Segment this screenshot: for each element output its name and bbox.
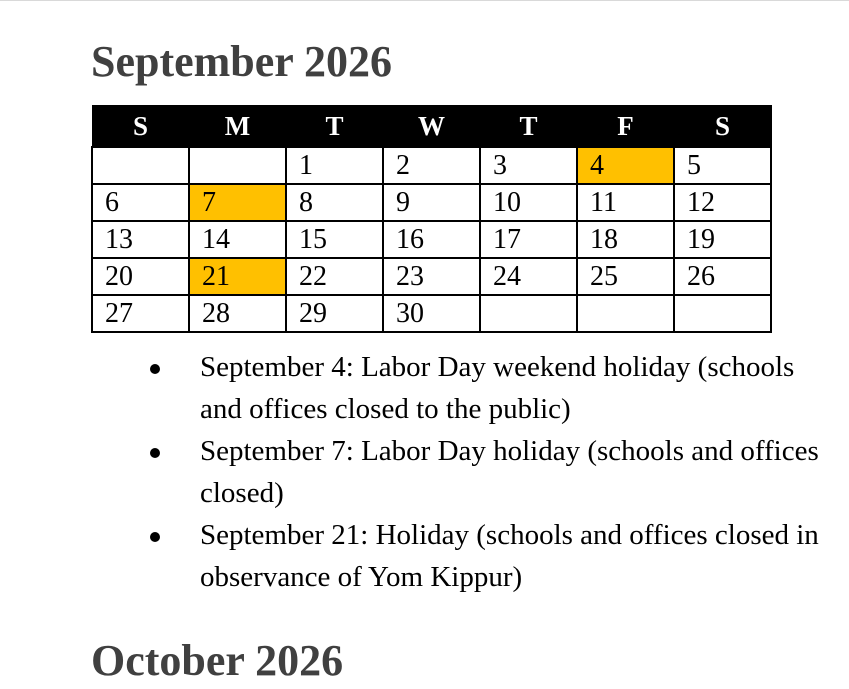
bullet-icon	[150, 448, 160, 458]
holiday-note-text: September 7: Labor Day holiday (schools and offices closed)	[200, 435, 819, 509]
day-cell: 5	[674, 147, 771, 184]
day-cell: 30	[383, 295, 480, 332]
day-cell: 29	[286, 295, 383, 332]
weekday-header-wednesday: W	[383, 106, 480, 148]
day-cell: 10	[480, 184, 577, 221]
holiday-day-cell: 21	[189, 258, 286, 295]
holiday-note	[150, 347, 830, 430]
day-cell	[92, 147, 189, 184]
weekday-header-thursday: T	[480, 106, 577, 148]
bullet-icon	[150, 532, 160, 542]
day-cell: 11	[577, 184, 674, 221]
day-cell: 23	[383, 258, 480, 295]
holiday-day-cell: 7	[189, 184, 286, 221]
calendar-header	[92, 106, 771, 148]
week-row	[92, 221, 771, 258]
week-row	[92, 147, 771, 184]
day-cell	[674, 295, 771, 332]
day-cell: 26	[674, 258, 771, 295]
day-cell: 13	[92, 221, 189, 258]
week-row	[92, 184, 771, 221]
day-cell: 24	[480, 258, 577, 295]
day-cell: 27	[92, 295, 189, 332]
day-cell: 8	[286, 184, 383, 221]
weekday-header-monday: M	[189, 106, 286, 148]
day-cell: 19	[674, 221, 771, 258]
day-cell: 1	[286, 147, 383, 184]
day-cell: 18	[577, 221, 674, 258]
week-row	[92, 295, 771, 332]
day-cell: 25	[577, 258, 674, 295]
day-cell: 14	[189, 221, 286, 258]
day-cell	[577, 295, 674, 332]
month-title: September 2026	[91, 37, 393, 86]
holiday-notes-list	[150, 347, 830, 599]
day-cell: 16	[383, 221, 480, 258]
day-cell: 2	[383, 147, 480, 184]
calendar-body	[92, 147, 771, 332]
weekday-header-friday: F	[577, 106, 674, 148]
weekday-header-sunday: S	[92, 106, 189, 148]
calendar-table	[91, 105, 772, 333]
day-cell	[189, 147, 286, 184]
holiday-note-text: September 21: Holiday (schools and offices closed in observance of Yom Kippur)	[200, 519, 819, 593]
page-top-border	[0, 0, 849, 1]
day-cell: 20	[92, 258, 189, 295]
day-cell	[480, 295, 577, 332]
week-row	[92, 258, 771, 295]
day-cell: 28	[189, 295, 286, 332]
day-cell: 17	[480, 221, 577, 258]
day-cell: 6	[92, 184, 189, 221]
day-cell: 12	[674, 184, 771, 221]
day-cell: 15	[286, 221, 383, 258]
day-cell: 9	[383, 184, 480, 221]
day-cell: 22	[286, 258, 383, 295]
holiday-note	[150, 515, 830, 598]
holiday-note-text: September 4: Labor Day weekend holiday (schools and offices closed to the public)	[200, 351, 795, 425]
holiday-note	[150, 431, 830, 514]
weekday-header-tuesday: T	[286, 106, 383, 148]
bullet-icon	[150, 364, 160, 374]
weekday-header-row	[92, 106, 771, 148]
next-month-title: October 2026	[91, 636, 344, 685]
day-cell: 3	[480, 147, 577, 184]
holiday-day-cell: 4	[577, 147, 674, 184]
weekday-header-saturday: S	[674, 106, 771, 148]
